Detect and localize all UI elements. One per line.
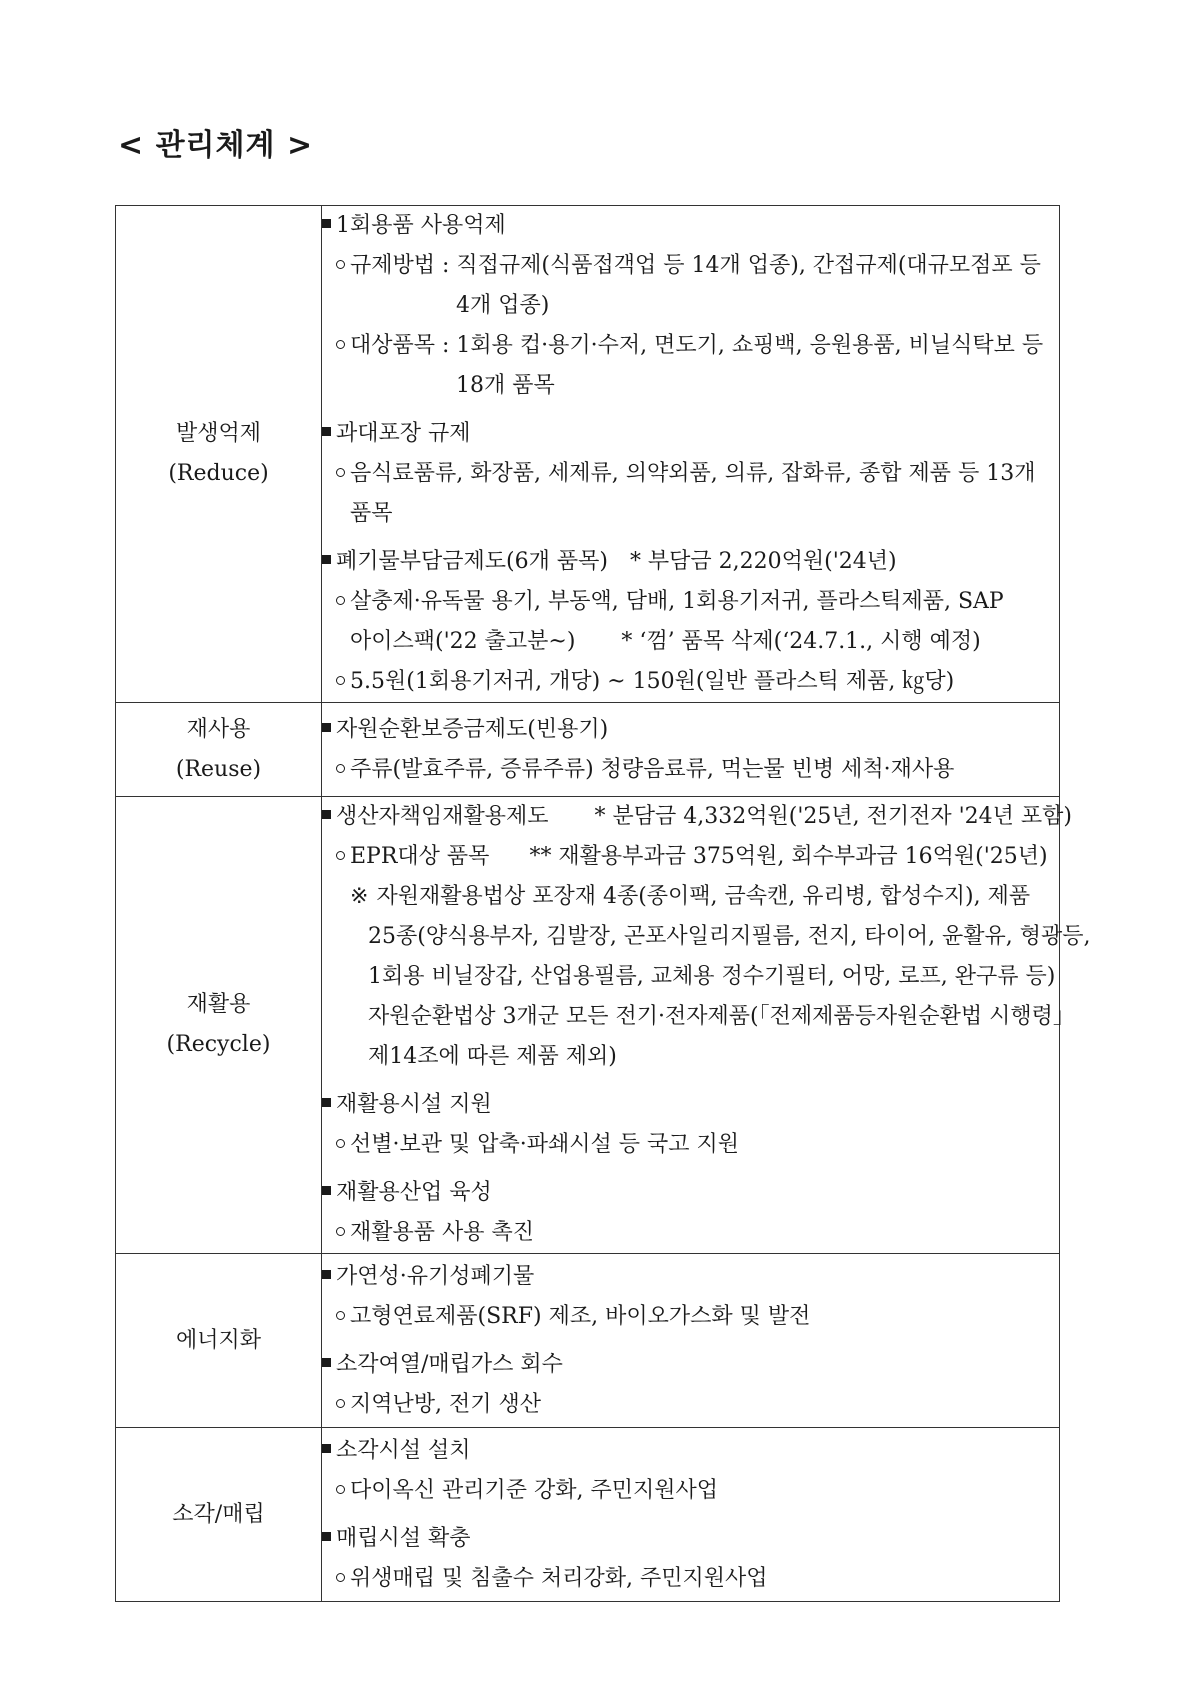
section-deposit-system: [322, 710, 1059, 790]
content-cell-reduce: [322, 206, 1060, 703]
section-heading: 가연성·유기성폐기물: [336, 1263, 535, 1289]
circle-bullet-icon: [336, 1399, 345, 1408]
category-label: 에너지화: [175, 1327, 261, 1353]
list-item: 재활용품 사용 촉진: [350, 1220, 535, 1245]
category-label: 재활용: [186, 992, 251, 1017]
list-item: 다이옥신 관리기준 강화, 주민지원사업: [350, 1477, 719, 1503]
section-heading: 재활용시설 지원: [336, 1092, 492, 1117]
management-system-table: [115, 205, 1091, 1602]
square-bullet-icon: [322, 1270, 331, 1279]
square-bullet-icon: [322, 1186, 331, 1195]
section-overpackaging: [322, 414, 1059, 534]
list-item-continued: 아이스팩('22 출고분~): [350, 629, 576, 654]
list-item: 살충제·유독물 용기, 부동액, 담배, 1회용기저귀, 플라스틱제품, SAP: [350, 589, 1004, 614]
section-epr: [322, 797, 1091, 1077]
circle-bullet-icon: [336, 596, 345, 605]
note: * 분담금 4,332억원('25년, 전기전자 '24년 포함): [594, 804, 1072, 829]
list-item: 대상품목 : 1회용 컵·용기·수저, 면도기, 쇼핑백, 응원용품, 비닐식탁보 등: [350, 333, 1044, 358]
table-row-reuse: [116, 703, 1060, 797]
reference-text-continued: 제14조에 따른 제품 제외): [368, 1044, 617, 1069]
circle-bullet-icon: [336, 1485, 345, 1494]
note: * 부담금 2,220억원('24년): [629, 549, 897, 574]
content-cell-reuse: [322, 703, 1060, 797]
section-heading: 소각시설 설치: [336, 1437, 471, 1463]
section-heading: 매립시설 확충: [336, 1525, 471, 1551]
circle-bullet-icon: [336, 851, 345, 860]
circle-bullet-icon: [336, 260, 345, 269]
note: * ‘껌’ 품목 삭제(‘24.7.1., 시행 예정): [621, 629, 981, 654]
list-item-continued: 품목: [350, 501, 393, 526]
list-item: 고형연료제품(SRF) 제조, 바이오가스화 및 발전: [350, 1303, 811, 1329]
category-label: 재사용: [186, 716, 251, 742]
square-bullet-icon: [322, 723, 331, 732]
content-cell-recycle: [322, 797, 1091, 1254]
list-item: 5.5원(1회용기저귀, 개당) ~ 150원(일반 플라스틱 제품, ㎏당): [350, 669, 955, 694]
reference-text: 자원재활용법상 포장재 4종(종이팩, 금속캔, 유리병, 합성수지), 제품: [376, 884, 1031, 909]
section-heading: 재활용산업 육성: [336, 1180, 492, 1205]
square-bullet-icon: [322, 427, 331, 436]
square-bullet-icon: [322, 1358, 331, 1367]
category-cell-recycle: [116, 797, 322, 1254]
circle-bullet-icon: [336, 1311, 345, 1320]
category-label: 소각/매립: [172, 1501, 265, 1527]
reference-mark: ※: [350, 884, 369, 909]
square-bullet-icon: [322, 555, 331, 564]
content-cell-disposal: [322, 1428, 1060, 1602]
list-item-continued: 18개 품목: [456, 373, 555, 398]
square-bullet-icon: [322, 1532, 331, 1541]
list-item: 지역난방, 전기 생산: [350, 1391, 541, 1417]
section-disposable-restriction: [322, 206, 1059, 406]
list-item: EPR대상 품목: [350, 844, 490, 869]
page-title: < 관리체계 >: [118, 128, 314, 163]
category-cell-energy: [116, 1254, 322, 1428]
square-bullet-icon: [322, 219, 331, 228]
section-heading: 소각여열/매립가스 회수: [336, 1351, 563, 1377]
circle-bullet-icon: [336, 1573, 345, 1582]
category-cell-reuse: [116, 703, 322, 797]
category-label-en: (Reuse): [175, 756, 262, 782]
section-recycling-facility-support: [322, 1085, 1059, 1165]
section-recycling-industry: [322, 1173, 1059, 1253]
category-cell-reduce: [116, 206, 322, 703]
section-heading: 생산자책임재활용제도: [336, 804, 549, 829]
list-item: 선별·보관 및 압축·파쇄시설 등 국고 지원: [350, 1132, 739, 1157]
section-heading: 폐기물부담금제도(6개 품목): [336, 549, 608, 574]
category-label: 발생억제: [175, 421, 261, 446]
square-bullet-icon: [322, 1444, 331, 1453]
table-row-energy: [116, 1254, 1060, 1428]
section-heat-recovery: [322, 1345, 1059, 1425]
circle-bullet-icon: [336, 1227, 345, 1236]
note: ** 재활용부과금 375억원, 회수부과금 16억원('25년): [529, 844, 1048, 869]
circle-bullet-icon: [336, 1139, 345, 1148]
table-row-recycle: [116, 797, 1060, 1254]
square-bullet-icon: [322, 1098, 331, 1107]
table-row-reduce: [116, 206, 1060, 703]
reference-text-continued: 1회용 비닐장갑, 산업용필름, 교체용 정수기필터, 어망, 로프, 완구류 등): [368, 964, 1056, 989]
table-row-disposal: [116, 1428, 1060, 1602]
reference-text-continued: 25종(양식용부자, 김발장, 곤포사일리지필름, 전지, 타이어, 윤활유, 형광등,: [368, 924, 1091, 949]
section-heading: 1회용품 사용억제: [336, 213, 506, 238]
section-incineration: [322, 1431, 1059, 1511]
section-landfill: [322, 1519, 1059, 1599]
square-bullet-icon: [322, 810, 331, 819]
list-item: 규제방법 : 직접규제(식품접객업 등 14개 업종), 간접규제(대규모점포 등: [350, 253, 1041, 278]
content-cell-energy: [322, 1254, 1060, 1428]
circle-bullet-icon: [336, 468, 345, 477]
section-heading: 자원순환보증금제도(빈용기): [336, 716, 609, 742]
category-label-en: (Reduce): [168, 461, 269, 486]
category-cell-disposal: [116, 1428, 322, 1602]
reference-text-continued: 자원순환법상 3개군 모든 전기·전자제품(「전제제품등자원순환법 시행령」: [368, 1004, 1075, 1029]
section-heading: 과대포장 규제: [336, 421, 471, 446]
list-item-continued: 4개 업종): [456, 293, 550, 318]
circle-bullet-icon: [336, 676, 345, 685]
list-item: 음식료품류, 화장품, 세제류, 의약외품, 의류, 잡화류, 종합 제품 등 13개: [350, 461, 1036, 486]
list-item: 주류(발효주류, 증류주류) 청량음료류, 먹는물 빈병 세척·재사용: [350, 756, 955, 782]
section-combustible-waste: [322, 1257, 1059, 1337]
category-label-en: (Recycle): [166, 1032, 271, 1057]
section-waste-charge: [322, 542, 1059, 702]
circle-bullet-icon: [336, 764, 345, 773]
list-item: 위생매립 및 침출수 처리강화, 주민지원사업: [350, 1565, 768, 1591]
circle-bullet-icon: [336, 340, 345, 349]
